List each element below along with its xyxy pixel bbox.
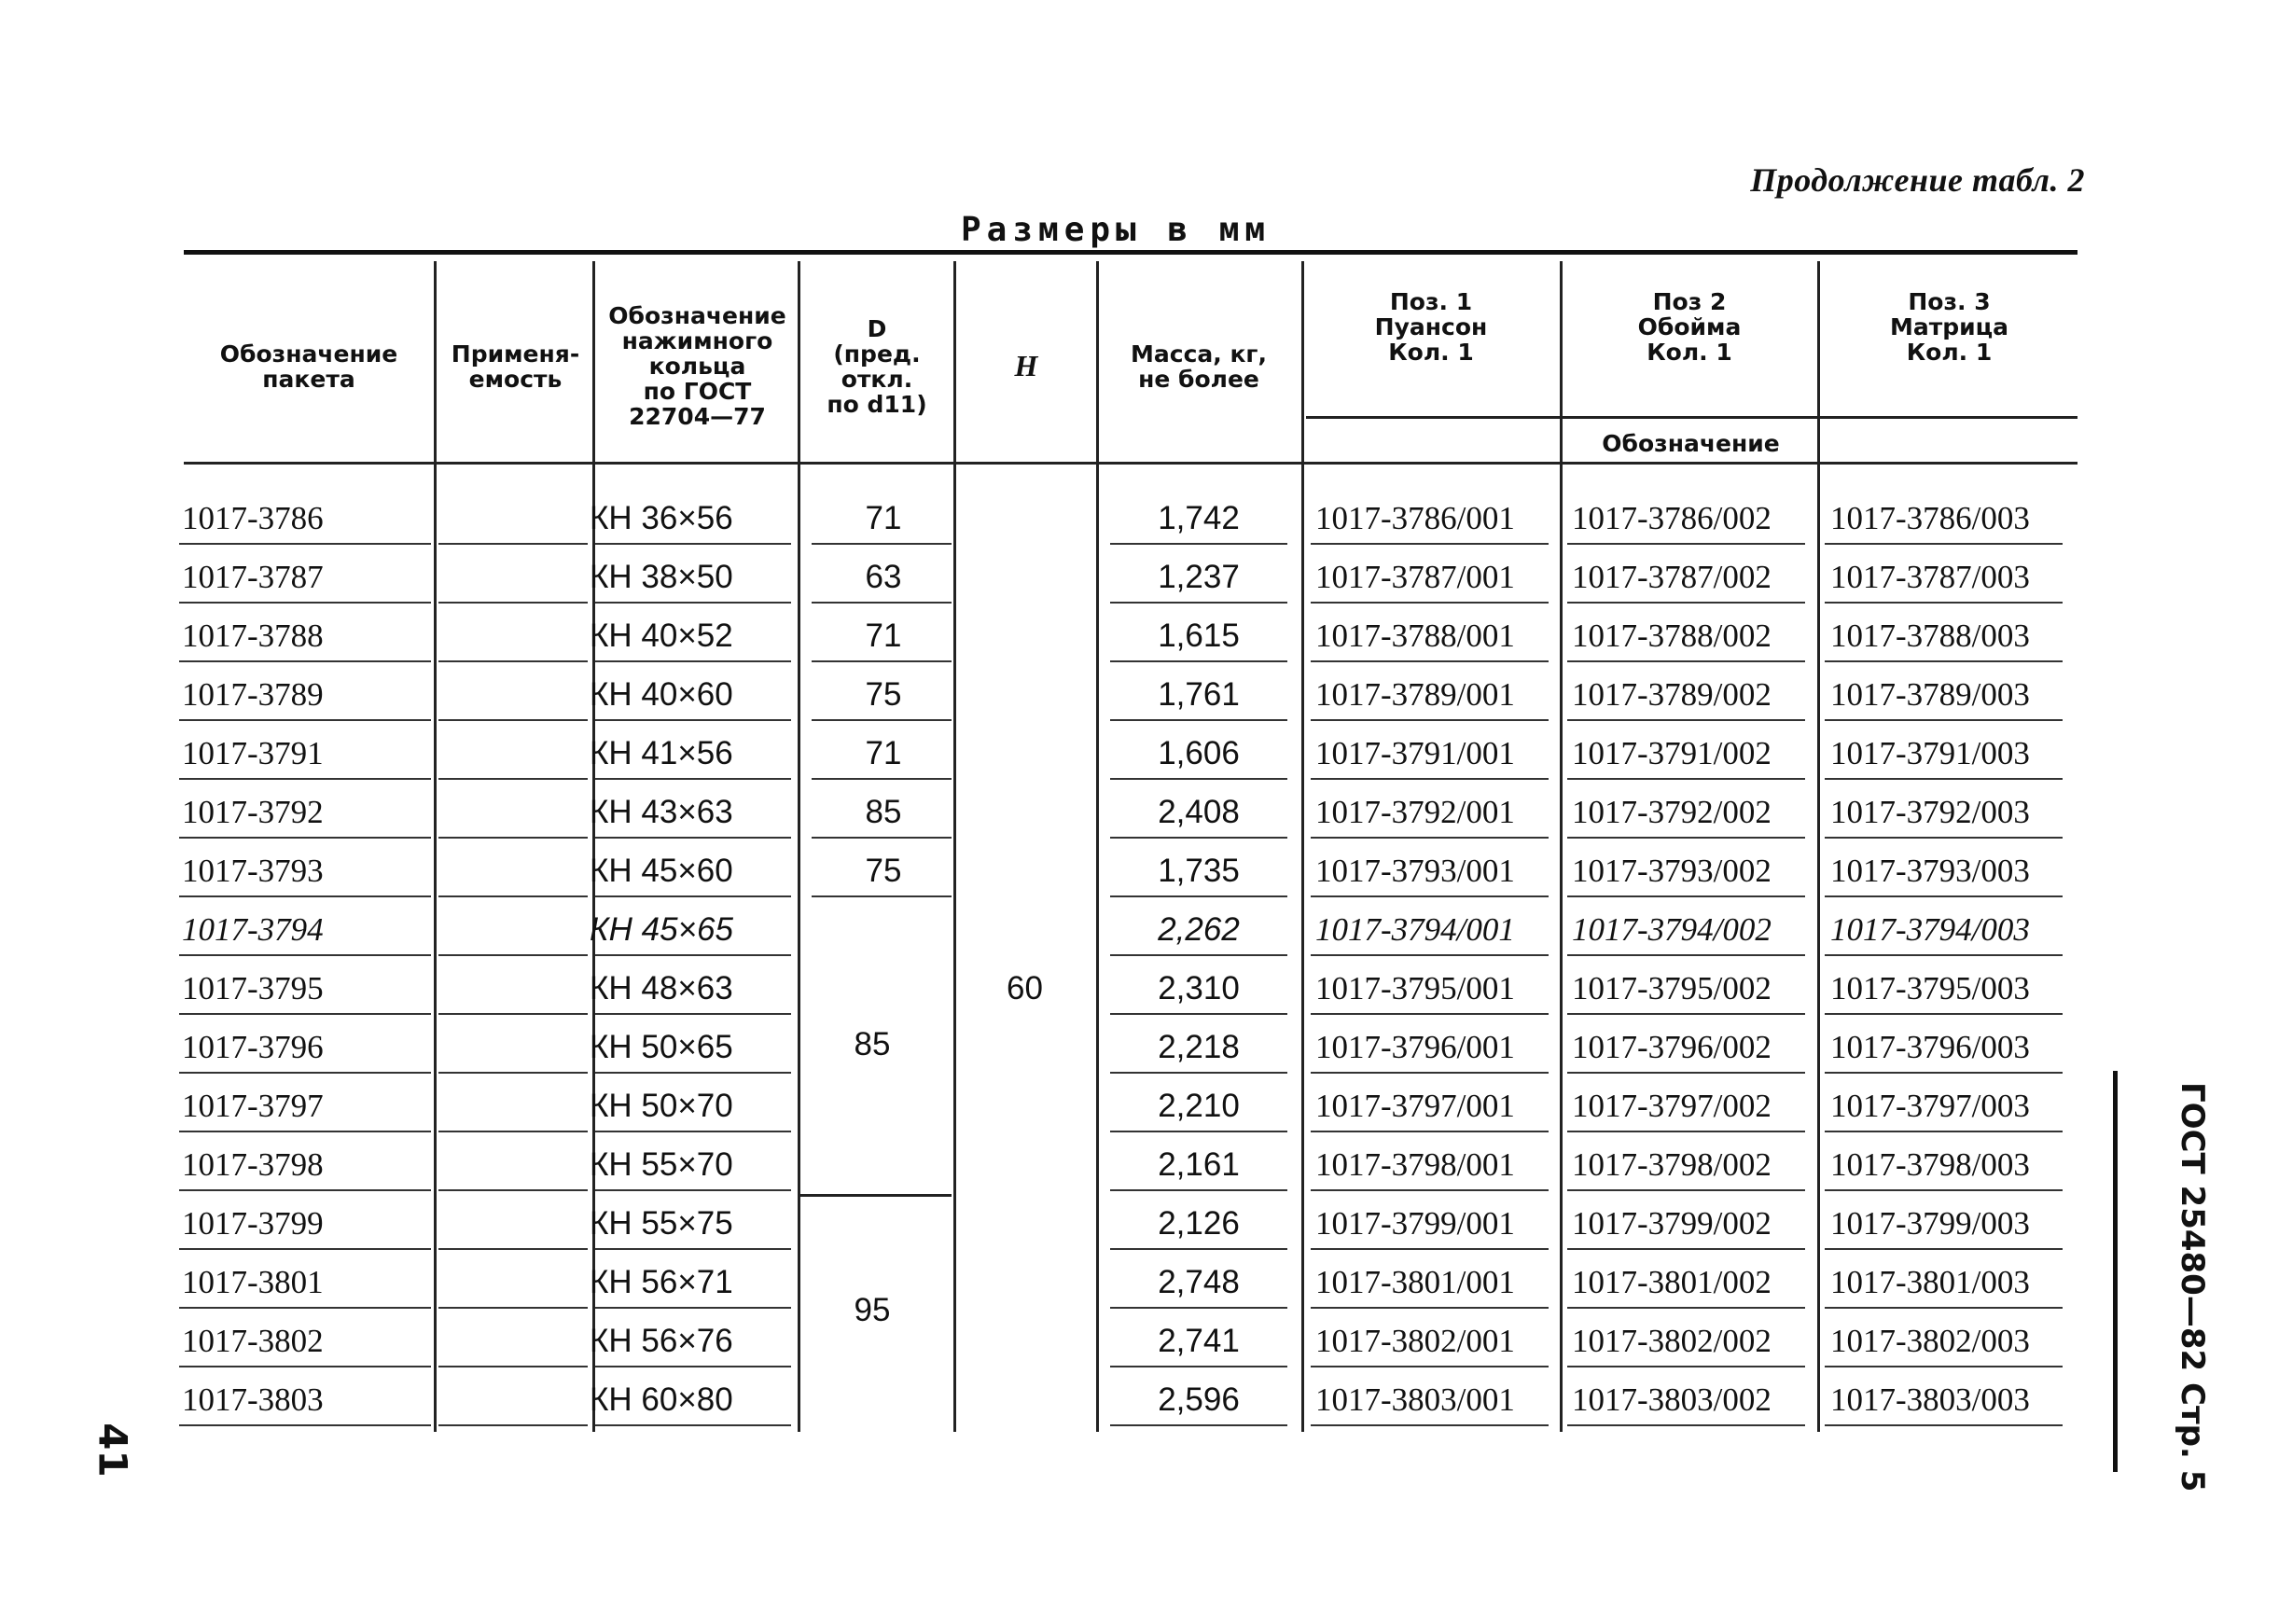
row-underline	[595, 1307, 791, 1309]
pos1-designation: 1017-3797/001	[1315, 1088, 1515, 1124]
row-underline	[1311, 778, 1549, 780]
row-underline	[438, 1072, 588, 1074]
row-underline	[1567, 543, 1805, 545]
units-caption: Размеры в мм	[961, 211, 1272, 249]
row-underline	[179, 1307, 431, 1309]
row-underline	[438, 1248, 588, 1250]
row-underline	[179, 1366, 431, 1367]
h-merged-value: 60	[1007, 970, 1043, 1006]
row-underline	[1567, 837, 1805, 839]
package-code: 1017-3792	[182, 794, 324, 830]
side-rule	[2113, 1071, 2118, 1472]
d-merged-85: 85	[854, 1026, 891, 1062]
side-gost-label: ГОСТ 25480—82 Стр. 5	[2174, 1082, 2211, 1492]
mass-value: 2,596	[1158, 1381, 1240, 1418]
row-underline	[438, 543, 588, 545]
mass-value: 2,161	[1158, 1146, 1240, 1183]
d-value: 75	[865, 853, 902, 889]
header-pos3: Поз. 3 Матрица Кол. 1	[1889, 288, 2009, 366]
pos3-designation: 1017-3797/003	[1830, 1088, 2030, 1124]
row-underline	[595, 1189, 791, 1191]
pos3-designation: 1017-3799/003	[1830, 1205, 2030, 1242]
pos1-designation: 1017-3788/001	[1315, 618, 1515, 654]
row-underline	[1311, 719, 1549, 721]
row-underline	[179, 719, 431, 721]
row-underline	[1110, 1072, 1287, 1074]
pos2-designation: 1017-3797/002	[1572, 1088, 1772, 1124]
pos1-designation: 1017-3803/001	[1315, 1381, 1515, 1418]
table-top-rule	[184, 250, 2078, 255]
row-underline	[812, 660, 952, 662]
pos3-designation: 1017-3803/003	[1830, 1381, 2030, 1418]
pos3-designation: 1017-3801/003	[1830, 1264, 2030, 1300]
row-underline	[1567, 602, 1805, 604]
row-underline	[1567, 660, 1805, 662]
row-underline	[1825, 837, 2063, 839]
pos2-designation: 1017-3788/002	[1572, 618, 1772, 654]
package-code: 1017-3786	[182, 500, 324, 536]
pos1-designation: 1017-3794/001	[1315, 911, 1515, 948]
row-underline	[438, 1307, 588, 1309]
column-divider	[1817, 261, 1820, 1432]
package-code: 1017-3796	[182, 1029, 324, 1065]
mass-value: 2,748	[1158, 1264, 1240, 1300]
column-divider	[1301, 261, 1304, 1432]
row-underline	[1311, 1189, 1549, 1191]
ring-designation: КН 41×56	[590, 735, 733, 771]
header-pos2: Поз 2 Обойма Кол. 1	[1637, 288, 1742, 366]
row-underline	[179, 602, 431, 604]
row-underline	[1311, 954, 1549, 956]
ring-designation: КН 40×60	[590, 676, 733, 713]
row-underline	[1110, 1307, 1287, 1309]
row-underline	[1311, 1013, 1549, 1015]
row-underline	[595, 954, 791, 956]
mass-value: 2,741	[1158, 1323, 1240, 1359]
row-underline	[1825, 778, 2063, 780]
column-divider	[1560, 261, 1563, 1432]
ring-designation: КН 36×56	[590, 500, 733, 536]
row-underline	[1567, 1307, 1805, 1309]
row-underline	[1110, 895, 1287, 897]
row-underline	[1311, 1307, 1549, 1309]
row-underline	[812, 895, 952, 897]
row-underline	[1825, 1248, 2063, 1250]
pos3-designation: 1017-3795/003	[1830, 970, 2030, 1006]
package-code: 1017-3787	[182, 559, 324, 595]
pos1-designation: 1017-3795/001	[1315, 970, 1515, 1006]
d-value: 71	[865, 618, 902, 654]
ring-designation: КН 56×76	[590, 1323, 733, 1359]
pos3-designation: 1017-3794/003	[1830, 911, 2030, 948]
row-underline	[1110, 1366, 1287, 1367]
row-underline	[1110, 1189, 1287, 1191]
ring-designation: КН 55×75	[590, 1205, 733, 1242]
pos2-designation: 1017-3801/002	[1572, 1264, 1772, 1300]
mass-value: 2,310	[1158, 970, 1240, 1006]
row-underline	[1311, 895, 1549, 897]
row-underline	[595, 837, 791, 839]
d-merged-95: 95	[854, 1292, 891, 1328]
row-underline	[595, 660, 791, 662]
row-underline	[1825, 660, 2063, 662]
header-d: D (пред. откл. по d11)	[827, 314, 927, 418]
row-underline	[1311, 543, 1549, 545]
package-code: 1017-3798	[182, 1146, 324, 1183]
pos2-designation: 1017-3802/002	[1572, 1323, 1772, 1359]
row-underline	[438, 602, 588, 604]
ring-designation: КН 56×71	[590, 1264, 733, 1300]
row-underline	[179, 1131, 431, 1132]
row-underline	[1567, 1013, 1805, 1015]
ring-designation: КН 50×65	[590, 1029, 733, 1065]
row-underline	[812, 543, 952, 545]
row-underline	[438, 719, 588, 721]
row-underline	[438, 1131, 588, 1132]
row-underline	[438, 837, 588, 839]
row-underline	[1825, 1189, 2063, 1191]
ring-designation: КН 45×65	[590, 911, 733, 948]
row-underline	[1825, 1072, 2063, 1074]
d-value: 75	[865, 676, 902, 713]
row-underline	[179, 1013, 431, 1015]
pos3-designation: 1017-3787/003	[1830, 559, 2030, 595]
row-underline	[1567, 1131, 1805, 1132]
d-value: 71	[865, 735, 902, 771]
row-underline	[179, 660, 431, 662]
row-underline	[1567, 719, 1805, 721]
row-underline	[812, 837, 952, 839]
row-underline	[1567, 954, 1805, 956]
row-underline	[595, 778, 791, 780]
d-value: 85	[865, 794, 902, 830]
column-divider	[434, 261, 437, 1432]
row-underline	[1825, 895, 2063, 897]
row-underline	[1825, 1013, 2063, 1015]
header-package: Обозначение пакета	[219, 340, 398, 393]
header-h: H	[1014, 349, 1038, 382]
row-underline	[595, 602, 791, 604]
header-pos1: Поз. 1 Пуансон Кол. 1	[1374, 288, 1488, 366]
ring-designation: КН 55×70	[590, 1146, 733, 1183]
pos3-designation: 1017-3802/003	[1830, 1323, 2030, 1359]
pos1-designation: 1017-3798/001	[1315, 1146, 1515, 1183]
package-code: 1017-3794	[182, 911, 324, 948]
row-underline	[595, 1424, 791, 1426]
row-underline	[438, 954, 588, 956]
row-underline	[595, 719, 791, 721]
row-underline	[1311, 837, 1549, 839]
package-code: 1017-3801	[182, 1264, 324, 1300]
header-subrule	[1306, 416, 2078, 419]
package-code: 1017-3795	[182, 970, 324, 1006]
row-underline	[1311, 660, 1549, 662]
row-underline	[1825, 543, 2063, 545]
row-underline	[179, 1424, 431, 1426]
ring-designation: КН 38×50	[590, 559, 733, 595]
pos3-designation: 1017-3788/003	[1830, 618, 2030, 654]
row-underline	[1110, 1424, 1287, 1426]
ring-designation: КН 48×63	[590, 970, 733, 1006]
mass-value: 1,606	[1158, 735, 1240, 771]
package-code: 1017-3789	[182, 676, 324, 713]
row-underline	[1825, 1424, 2063, 1426]
pos3-designation: 1017-3792/003	[1830, 794, 2030, 830]
row-underline	[179, 837, 431, 839]
pos1-designation: 1017-3789/001	[1315, 676, 1515, 713]
row-underline	[1110, 1131, 1287, 1132]
row-underline	[1311, 602, 1549, 604]
row-underline	[595, 1131, 791, 1132]
row-underline	[1110, 954, 1287, 956]
pos3-designation: 1017-3789/003	[1830, 676, 2030, 713]
row-underline	[812, 778, 952, 780]
package-code: 1017-3802	[182, 1323, 324, 1359]
row-underline	[1110, 778, 1287, 780]
mass-value: 1,735	[1158, 853, 1240, 889]
row-underline	[595, 1072, 791, 1074]
pos1-designation: 1017-3791/001	[1315, 735, 1515, 771]
header-mass: Масса, кг, не более	[1131, 340, 1267, 393]
page-number: 41	[90, 1423, 136, 1478]
row-underline	[1311, 1131, 1549, 1132]
mass-value: 2,126	[1158, 1205, 1240, 1242]
d-group-divider	[800, 1194, 952, 1197]
row-underline	[438, 1013, 588, 1015]
d-value: 63	[865, 559, 902, 595]
column-divider	[953, 261, 956, 1432]
pos1-designation: 1017-3799/001	[1315, 1205, 1515, 1242]
pos3-designation: 1017-3798/003	[1830, 1146, 2030, 1183]
row-underline	[438, 778, 588, 780]
row-underline	[1825, 1131, 2063, 1132]
mass-value: 2,210	[1158, 1088, 1240, 1124]
row-underline	[1825, 1366, 2063, 1367]
header-applicability: Применя- емость	[451, 340, 580, 393]
pos1-designation: 1017-3787/001	[1315, 559, 1515, 595]
row-underline	[438, 1189, 588, 1191]
row-underline	[1567, 1248, 1805, 1250]
d-value: 71	[865, 500, 902, 536]
ring-designation: КН 60×80	[590, 1381, 733, 1418]
row-underline	[1311, 1366, 1549, 1367]
package-code: 1017-3788	[182, 618, 324, 654]
row-underline	[438, 895, 588, 897]
mass-value: 1,237	[1158, 559, 1240, 595]
row-underline	[1825, 954, 2063, 956]
row-underline	[1110, 1013, 1287, 1015]
row-underline	[179, 954, 431, 956]
pos2-designation: 1017-3792/002	[1572, 794, 1772, 830]
row-underline	[595, 895, 791, 897]
ring-designation: КН 40×52	[590, 618, 733, 654]
header-designation: Обозначение	[1602, 429, 1780, 457]
row-underline	[812, 602, 952, 604]
row-underline	[595, 543, 791, 545]
pos2-designation: 1017-3791/002	[1572, 735, 1772, 771]
row-underline	[1567, 1072, 1805, 1074]
row-underline	[1110, 1248, 1287, 1250]
row-underline	[1311, 1424, 1549, 1426]
row-underline	[1110, 837, 1287, 839]
row-underline	[438, 1424, 588, 1426]
row-underline	[179, 1248, 431, 1250]
ring-designation: КН 45×60	[590, 853, 733, 889]
pos1-designation: 1017-3796/001	[1315, 1029, 1515, 1065]
mass-value: 2,262	[1158, 911, 1240, 948]
row-underline	[595, 1366, 791, 1367]
pos2-designation: 1017-3799/002	[1572, 1205, 1772, 1242]
row-underline	[1825, 719, 2063, 721]
row-underline	[438, 660, 588, 662]
row-underline	[1825, 602, 2063, 604]
row-underline	[179, 895, 431, 897]
pos1-designation: 1017-3793/001	[1315, 853, 1515, 889]
column-divider	[798, 261, 800, 1432]
pos1-designation: 1017-3802/001	[1315, 1323, 1515, 1359]
header-ring: Обозначение нажимного кольца по ГОСТ 22704—77	[608, 302, 786, 430]
table-continuation-label: Продолжение табл. 2	[1750, 161, 2085, 199]
row-underline	[1110, 719, 1287, 721]
pos3-designation: 1017-3786/003	[1830, 500, 2030, 536]
pos2-designation: 1017-3786/002	[1572, 500, 1772, 536]
pos1-designation: 1017-3801/001	[1315, 1264, 1515, 1300]
row-underline	[1567, 1366, 1805, 1367]
header-bottom-rule	[184, 462, 2078, 465]
mass-value: 1,615	[1158, 618, 1240, 654]
pos2-designation: 1017-3787/002	[1572, 559, 1772, 595]
row-underline	[812, 719, 952, 721]
column-divider	[1096, 261, 1099, 1432]
row-underline	[438, 1366, 588, 1367]
ring-designation: КН 43×63	[590, 794, 733, 830]
row-underline	[179, 1189, 431, 1191]
package-code: 1017-3799	[182, 1205, 324, 1242]
row-underline	[1825, 1307, 2063, 1309]
row-underline	[179, 543, 431, 545]
pos3-designation: 1017-3791/003	[1830, 735, 2030, 771]
ring-designation: КН 50×70	[590, 1088, 733, 1124]
row-underline	[1567, 1424, 1805, 1426]
pos2-designation: 1017-3803/002	[1572, 1381, 1772, 1418]
row-underline	[1110, 602, 1287, 604]
package-code: 1017-3793	[182, 853, 324, 889]
row-underline	[595, 1013, 791, 1015]
pos2-designation: 1017-3793/002	[1572, 853, 1772, 889]
row-underline	[179, 1072, 431, 1074]
row-underline	[595, 1248, 791, 1250]
pos2-designation: 1017-3794/002	[1572, 911, 1772, 948]
pos2-designation: 1017-3789/002	[1572, 676, 1772, 713]
row-underline	[1110, 660, 1287, 662]
pos3-designation: 1017-3796/003	[1830, 1029, 2030, 1065]
row-underline	[1110, 543, 1287, 545]
row-underline	[1567, 1189, 1805, 1191]
pos2-designation: 1017-3796/002	[1572, 1029, 1772, 1065]
row-underline	[1311, 1072, 1549, 1074]
mass-value: 1,761	[1158, 676, 1240, 713]
row-underline	[1567, 895, 1805, 897]
pos2-designation: 1017-3795/002	[1572, 970, 1772, 1006]
row-underline	[1311, 1248, 1549, 1250]
mass-value: 2,408	[1158, 794, 1240, 830]
package-code: 1017-3803	[182, 1381, 324, 1418]
mass-value: 2,218	[1158, 1029, 1240, 1065]
row-underline	[179, 778, 431, 780]
package-code: 1017-3797	[182, 1088, 324, 1124]
pos1-designation: 1017-3786/001	[1315, 500, 1515, 536]
package-code: 1017-3791	[182, 735, 324, 771]
pos2-designation: 1017-3798/002	[1572, 1146, 1772, 1183]
row-underline	[1567, 778, 1805, 780]
pos3-designation: 1017-3793/003	[1830, 853, 2030, 889]
pos1-designation: 1017-3792/001	[1315, 794, 1515, 830]
mass-value: 1,742	[1158, 500, 1240, 536]
